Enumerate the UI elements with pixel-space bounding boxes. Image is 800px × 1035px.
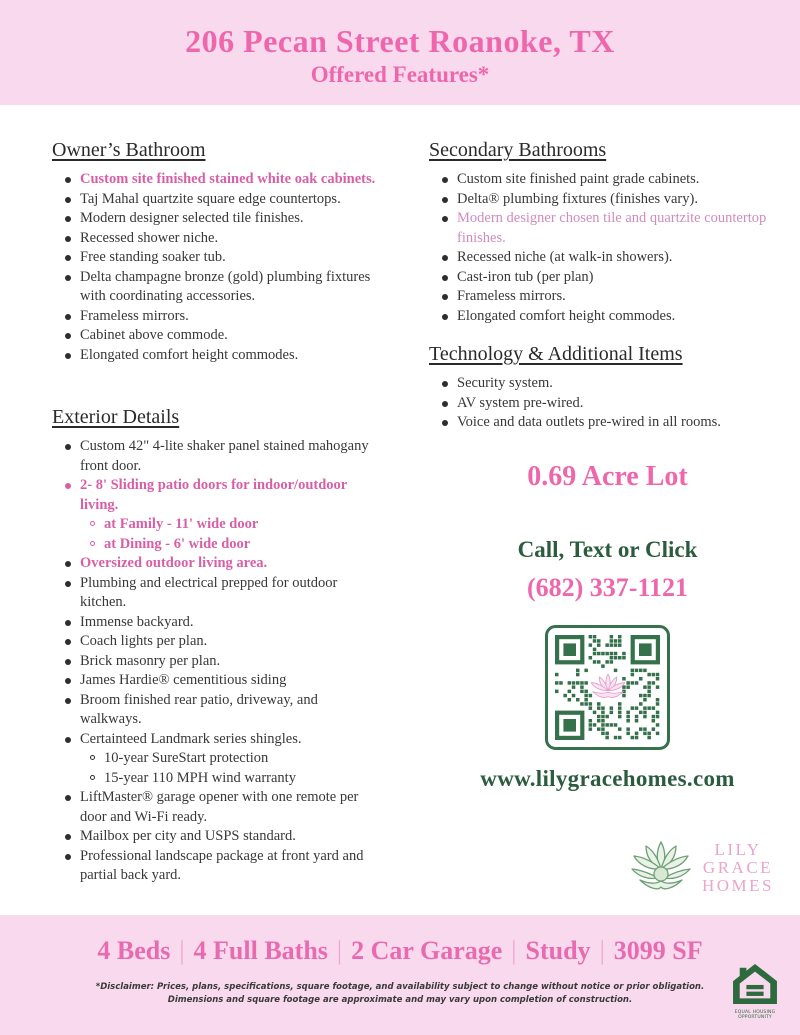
feature-item bbox=[442, 170, 786, 190]
feature-item bbox=[65, 730, 382, 789]
bullet-icon bbox=[442, 381, 448, 387]
bullet-icon bbox=[65, 236, 71, 242]
property-stats bbox=[0, 935, 800, 967]
bullet-icon bbox=[65, 678, 71, 684]
feature-item bbox=[65, 554, 382, 574]
bullet-icon bbox=[442, 314, 448, 320]
bullet-icon bbox=[65, 698, 71, 704]
feature-text: 10-year SureStart protection bbox=[104, 750, 269, 766]
feature-item bbox=[442, 394, 786, 414]
feature-item bbox=[90, 769, 382, 789]
feature-text: Oversized outdoor living area. bbox=[80, 555, 268, 571]
feature-text: Frameless mirrors. bbox=[457, 288, 566, 304]
bullet-icon bbox=[442, 401, 448, 407]
stat-garage: 2 Car Garage bbox=[351, 936, 503, 965]
brand-name bbox=[702, 841, 774, 895]
feature-item bbox=[442, 287, 786, 307]
lotus-icon bbox=[586, 670, 630, 702]
feature-text: Voice and data outlets pre-wired in all rooms. bbox=[457, 414, 721, 430]
feature-item bbox=[65, 632, 382, 652]
feature-text: Cast-iron tub (per plan) bbox=[457, 268, 594, 285]
feature-text: Plumbing and electrical prepped for outdoor kitchen. bbox=[80, 574, 338, 610]
page-title: 206 Pecan Street Roanoke, TX bbox=[185, 23, 615, 59]
section-title-technology: Technology & Additional Items bbox=[429, 343, 683, 365]
feature-item bbox=[442, 209, 786, 248]
feature-item bbox=[65, 476, 382, 554]
right-column bbox=[429, 138, 786, 898]
bullet-icon bbox=[65, 483, 71, 489]
feature-item bbox=[65, 248, 382, 268]
bullet-icon bbox=[65, 333, 71, 339]
content bbox=[0, 105, 800, 898]
brand-line: HOMES bbox=[701, 875, 774, 895]
section-title-secondary-bathrooms: Secondary Bathrooms bbox=[429, 139, 607, 161]
feature-item bbox=[442, 307, 786, 327]
feature-item bbox=[65, 170, 382, 190]
feature-item bbox=[65, 437, 382, 476]
feature-text: Delta champagne bronze (gold) plumbing fixtures with coordinating accessories. bbox=[80, 268, 371, 304]
feature-text: Elongated comfort height commodes. bbox=[457, 307, 676, 324]
feature-text: Custom 42" 4-lite shaker panel stained mahogany front door. bbox=[80, 438, 369, 474]
feature-item bbox=[65, 229, 382, 249]
bullet-icon bbox=[65, 177, 71, 183]
feature-item bbox=[442, 413, 786, 433]
bullet-icon bbox=[65, 639, 71, 645]
section-technology bbox=[429, 342, 786, 433]
feature-item bbox=[65, 652, 382, 672]
stat-sqft: 3099 SF bbox=[613, 936, 703, 965]
sub-bullet-icon bbox=[90, 755, 95, 760]
stat-baths: 4 Full Baths bbox=[193, 936, 328, 965]
bullet-icon bbox=[442, 255, 448, 261]
disclaimer-text: *Disclaimer: Prices, plans, specifications, square footage, and availability subject to change without notice or prior obligation. Dimensions and square footage are approximate and may vary upon completion of construction. bbox=[95, 982, 705, 1005]
technology-list bbox=[429, 374, 786, 433]
feature-text: Professional landscape package at front yard and partial back yard. bbox=[80, 847, 364, 883]
feature-item bbox=[442, 190, 786, 210]
bullet-icon bbox=[442, 177, 448, 183]
bullet-icon bbox=[65, 444, 71, 450]
bullet-icon bbox=[442, 420, 448, 426]
feature-text: Modern designer chosen tile and quartzite countertop finishes. bbox=[457, 210, 767, 246]
feature-item bbox=[65, 613, 382, 633]
feature-text: at Dining - 6' wide door bbox=[104, 535, 251, 552]
feature-item bbox=[90, 749, 382, 769]
exterior-details-list bbox=[52, 437, 382, 886]
equal-housing-icon bbox=[732, 963, 778, 1005]
feature-item bbox=[65, 827, 382, 847]
feature-item bbox=[442, 374, 786, 394]
bullet-icon bbox=[65, 255, 71, 261]
feature-text: AV system pre-wired. bbox=[457, 394, 584, 411]
feature-text: Immense backyard. bbox=[80, 613, 194, 630]
stat-separator: | bbox=[511, 936, 517, 965]
bullet-icon bbox=[65, 834, 71, 840]
qr-code bbox=[545, 625, 670, 750]
feature-text: Broom finished rear patio, driveway, and walkways. bbox=[80, 691, 318, 727]
feature-text: Taj Mahal quartzite square edge countertops. bbox=[80, 190, 341, 207]
bullet-icon bbox=[442, 294, 448, 300]
feature-text: Recessed shower niche. bbox=[80, 229, 219, 246]
header-band bbox=[0, 0, 800, 105]
bullet-icon bbox=[65, 275, 71, 281]
feature-text: Brick masonry per plan. bbox=[80, 652, 221, 669]
call-to-action-text: Call, Text or Click bbox=[517, 536, 698, 562]
feature-item bbox=[65, 671, 382, 691]
bullet-icon bbox=[65, 561, 71, 567]
brand-line: LILY bbox=[714, 839, 762, 859]
section-secondary-bathrooms bbox=[429, 138, 786, 326]
bullet-icon bbox=[65, 795, 71, 801]
bullet-icon bbox=[65, 314, 71, 320]
section-title-owners-bathroom: Owner’s Bathroom bbox=[52, 139, 206, 161]
feature-text: Mailbox per city and USPS standard. bbox=[80, 828, 296, 844]
left-column bbox=[52, 138, 382, 898]
feature-item bbox=[65, 209, 382, 229]
feature-text: Coach lights per plan. bbox=[80, 633, 208, 649]
feature-text: Free standing soaker tub. bbox=[80, 249, 226, 265]
section-exterior-details bbox=[52, 405, 382, 886]
equal-housing-caption: EQUAL HOUSING OPPORTUNITY bbox=[734, 1010, 776, 1020]
brand-line: GRACE bbox=[702, 857, 774, 877]
feature-item bbox=[65, 326, 382, 346]
feature-text: Recessed niche (at walk-in showers). bbox=[457, 249, 673, 265]
footer-band bbox=[0, 915, 800, 1035]
feature-text: Elongated comfort height commodes. bbox=[80, 346, 299, 363]
page-subtitle: Offered Features* bbox=[310, 62, 490, 87]
feature-text: Modern designer selected tile finishes. bbox=[80, 210, 304, 226]
section-title-exterior-details: Exterior Details bbox=[52, 406, 180, 428]
owners-bathroom-list bbox=[52, 170, 382, 365]
stat-separator: | bbox=[599, 936, 605, 965]
feature-item bbox=[65, 847, 382, 886]
bullet-icon bbox=[65, 216, 71, 222]
secondary-bathrooms-list bbox=[429, 170, 786, 326]
feature-text: James Hardie® cementitious siding bbox=[80, 672, 287, 688]
bullet-icon bbox=[65, 659, 71, 665]
bullet-icon bbox=[65, 737, 71, 743]
promo-block bbox=[429, 461, 786, 898]
equal-housing-logo bbox=[726, 963, 784, 1020]
website-url: www.lilygracehomes.com bbox=[480, 765, 735, 791]
feature-item bbox=[65, 190, 382, 210]
bullet-icon bbox=[65, 620, 71, 626]
stat-study: Study bbox=[525, 936, 591, 965]
bullet-icon bbox=[65, 581, 71, 587]
stat-separator: | bbox=[336, 936, 343, 965]
column-gap bbox=[382, 138, 429, 898]
feature-text: Cabinet above commode. bbox=[80, 327, 228, 343]
bullet-icon bbox=[442, 197, 448, 203]
bullet-icon bbox=[442, 216, 448, 222]
stat-beds: 4 Beds bbox=[97, 936, 171, 965]
feature-item bbox=[65, 307, 382, 327]
bullet-icon bbox=[65, 353, 71, 359]
succulent-icon bbox=[628, 838, 694, 898]
sub-bullet-icon bbox=[90, 541, 95, 546]
feature-item bbox=[90, 535, 382, 555]
sub-bullet-icon bbox=[90, 521, 95, 526]
feature-text: Custom site finished paint grade cabinets. bbox=[457, 171, 700, 187]
section-owners-bathroom bbox=[52, 138, 382, 365]
stat-separator: | bbox=[179, 936, 185, 965]
bullet-icon bbox=[442, 275, 448, 281]
feature-item bbox=[65, 691, 382, 730]
feature-text: 15-year 110 MPH wind warranty bbox=[104, 769, 296, 786]
feature-text: LiftMaster® garage opener with one remote per door and Wi-Fi ready. bbox=[80, 789, 359, 825]
sub-bullet-icon bbox=[90, 775, 95, 780]
feature-text: 2- 8' Sliding patio doors for indoor/outdoor living. bbox=[80, 477, 347, 513]
feature-item bbox=[65, 268, 382, 307]
bullet-icon bbox=[65, 197, 71, 203]
feature-item bbox=[442, 248, 786, 268]
lily-grace-homes-logo bbox=[429, 838, 774, 898]
feature-item bbox=[65, 346, 382, 366]
feature-text: Frameless mirrors. bbox=[80, 307, 189, 324]
phone-number: (682) 337-1121 bbox=[526, 572, 689, 602]
feature-text: Custom site finished stained white oak cabinets. bbox=[80, 171, 376, 187]
feature-text: at Family - 11' wide door bbox=[104, 516, 259, 532]
feature-text: Certainteed Landmark series shingles. bbox=[80, 730, 302, 747]
feature-text: Delta® plumbing fixtures (finishes vary). bbox=[457, 190, 698, 207]
feature-item bbox=[65, 788, 382, 827]
feature-item bbox=[442, 268, 786, 288]
bullet-icon bbox=[65, 854, 71, 860]
feature-text: Security system. bbox=[457, 375, 553, 391]
acre-lot-text: 0.69 Acre Lot bbox=[527, 460, 688, 492]
feature-item bbox=[90, 515, 382, 535]
feature-item bbox=[65, 574, 382, 613]
